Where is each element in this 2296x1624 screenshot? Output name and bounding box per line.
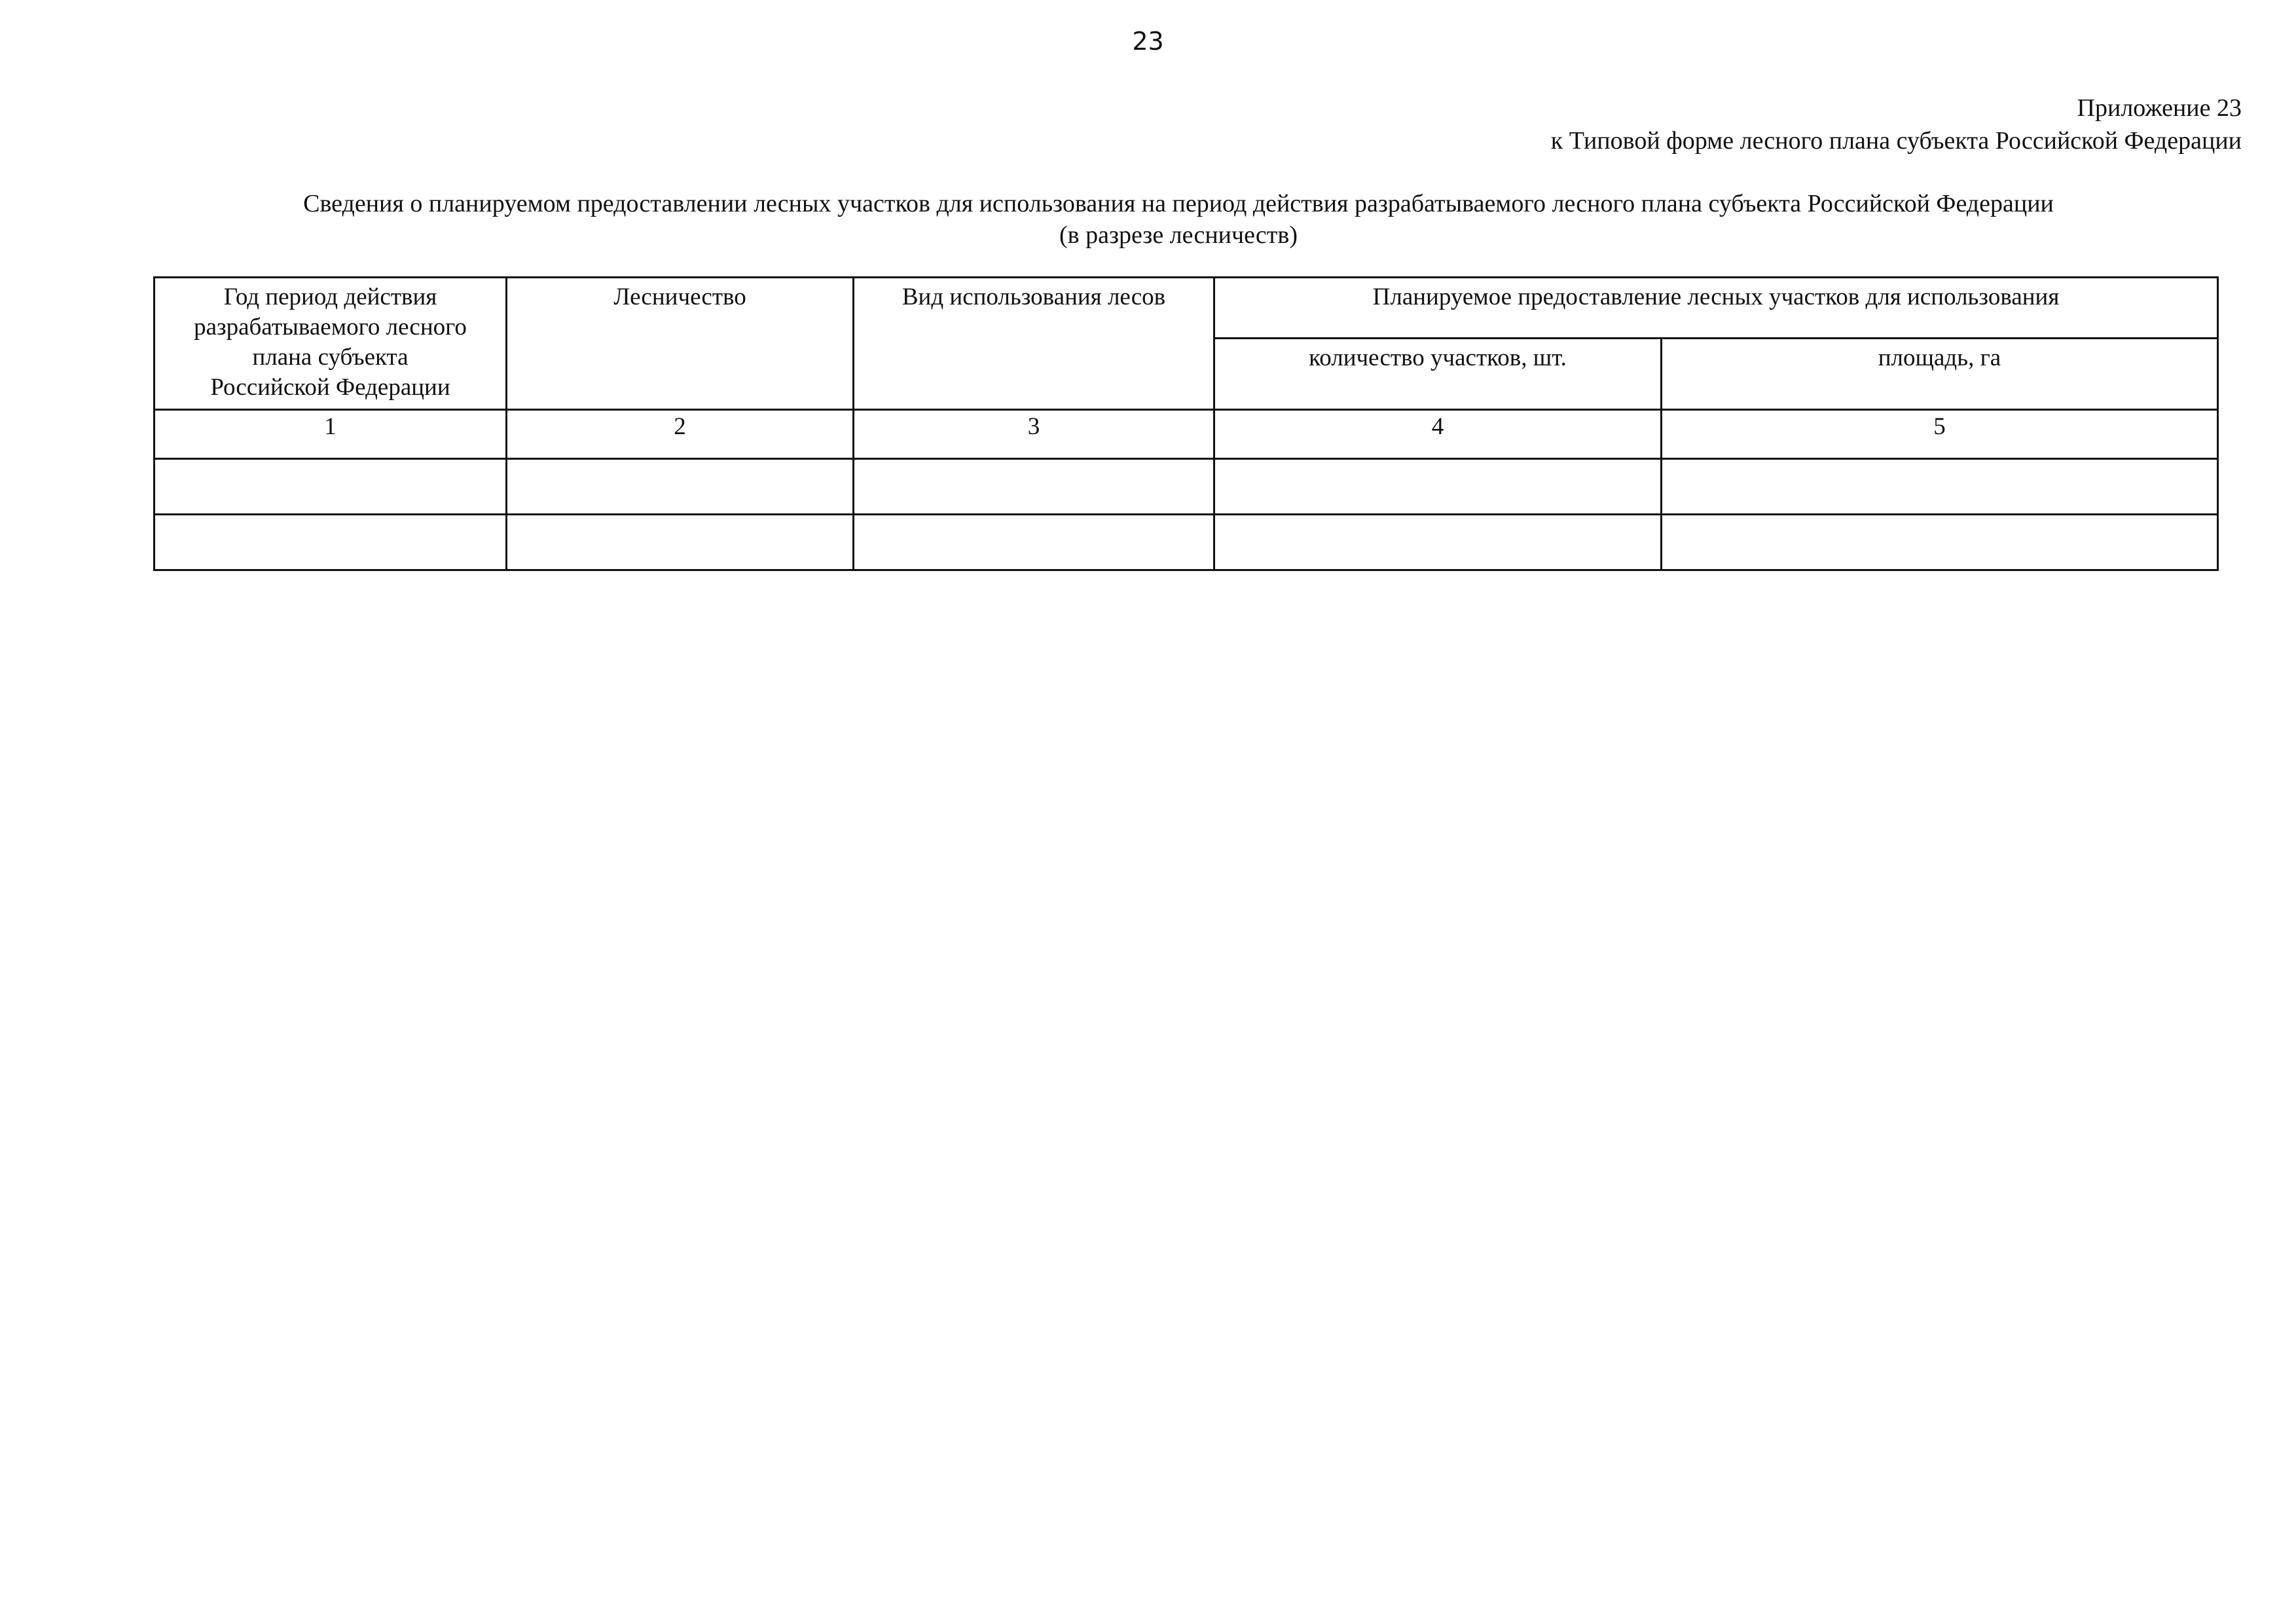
header-cell-plot-count: количество участков, шт. — [1214, 339, 1662, 410]
document-title-subtitle: (в разрезе лесничеств) — [1059, 221, 1298, 249]
column-number-cell: 4 — [1214, 410, 1662, 459]
column-number-cell: 3 — [854, 410, 1214, 459]
page-number: 23 — [1132, 27, 1164, 56]
document-title-main: Сведения о планируемом предоставлении лесных участков для использования на период действия разрабатываемого лесного плана субъекта Российской Федерации — [303, 190, 2054, 217]
table-cell — [155, 459, 507, 515]
table-header-row — [155, 278, 2218, 339]
header-cell-forest-use-type: Вид использования лесов — [854, 278, 1214, 410]
header-cell-planned-provision: Планируемое предоставление лесных участков для использования — [1214, 278, 2218, 339]
appendix-number: Приложение 23 — [2077, 94, 2242, 122]
table-cell — [507, 515, 854, 570]
table-cell — [1662, 515, 2218, 570]
table-row — [155, 515, 2218, 570]
header-cell-area: площадь, га — [1662, 339, 2218, 410]
table-cell — [507, 459, 854, 515]
table-cell — [155, 515, 507, 570]
appendix-reference — [1551, 92, 2242, 157]
column-number-cell: 1 — [155, 410, 507, 459]
header-cell-year-period — [155, 278, 507, 410]
table-cell — [1662, 459, 2218, 515]
column-number-cell: 5 — [1662, 410, 2218, 459]
table-row — [155, 459, 2218, 515]
table-cell — [854, 515, 1214, 570]
header-year-line-2: разрабатываемого лесного — [194, 314, 467, 341]
header-year-line-4: Российской Федерации — [210, 374, 450, 401]
appendix-form-reference: к Типовой форме лесного плана субъекта Российской Федерации — [1550, 127, 2242, 155]
header-year-line-1: Год период действия — [223, 284, 437, 310]
header-year-line-3: плана субъекта — [252, 344, 409, 371]
column-number-cell: 2 — [507, 410, 854, 459]
document-title — [0, 188, 2296, 251]
table-cell — [1214, 459, 1662, 515]
forest-plots-table — [153, 276, 2219, 571]
table-cell — [854, 459, 1214, 515]
header-cell-forestry: Лесничество — [507, 278, 854, 410]
table-cell — [1214, 515, 1662, 570]
column-number-row — [155, 410, 2218, 459]
